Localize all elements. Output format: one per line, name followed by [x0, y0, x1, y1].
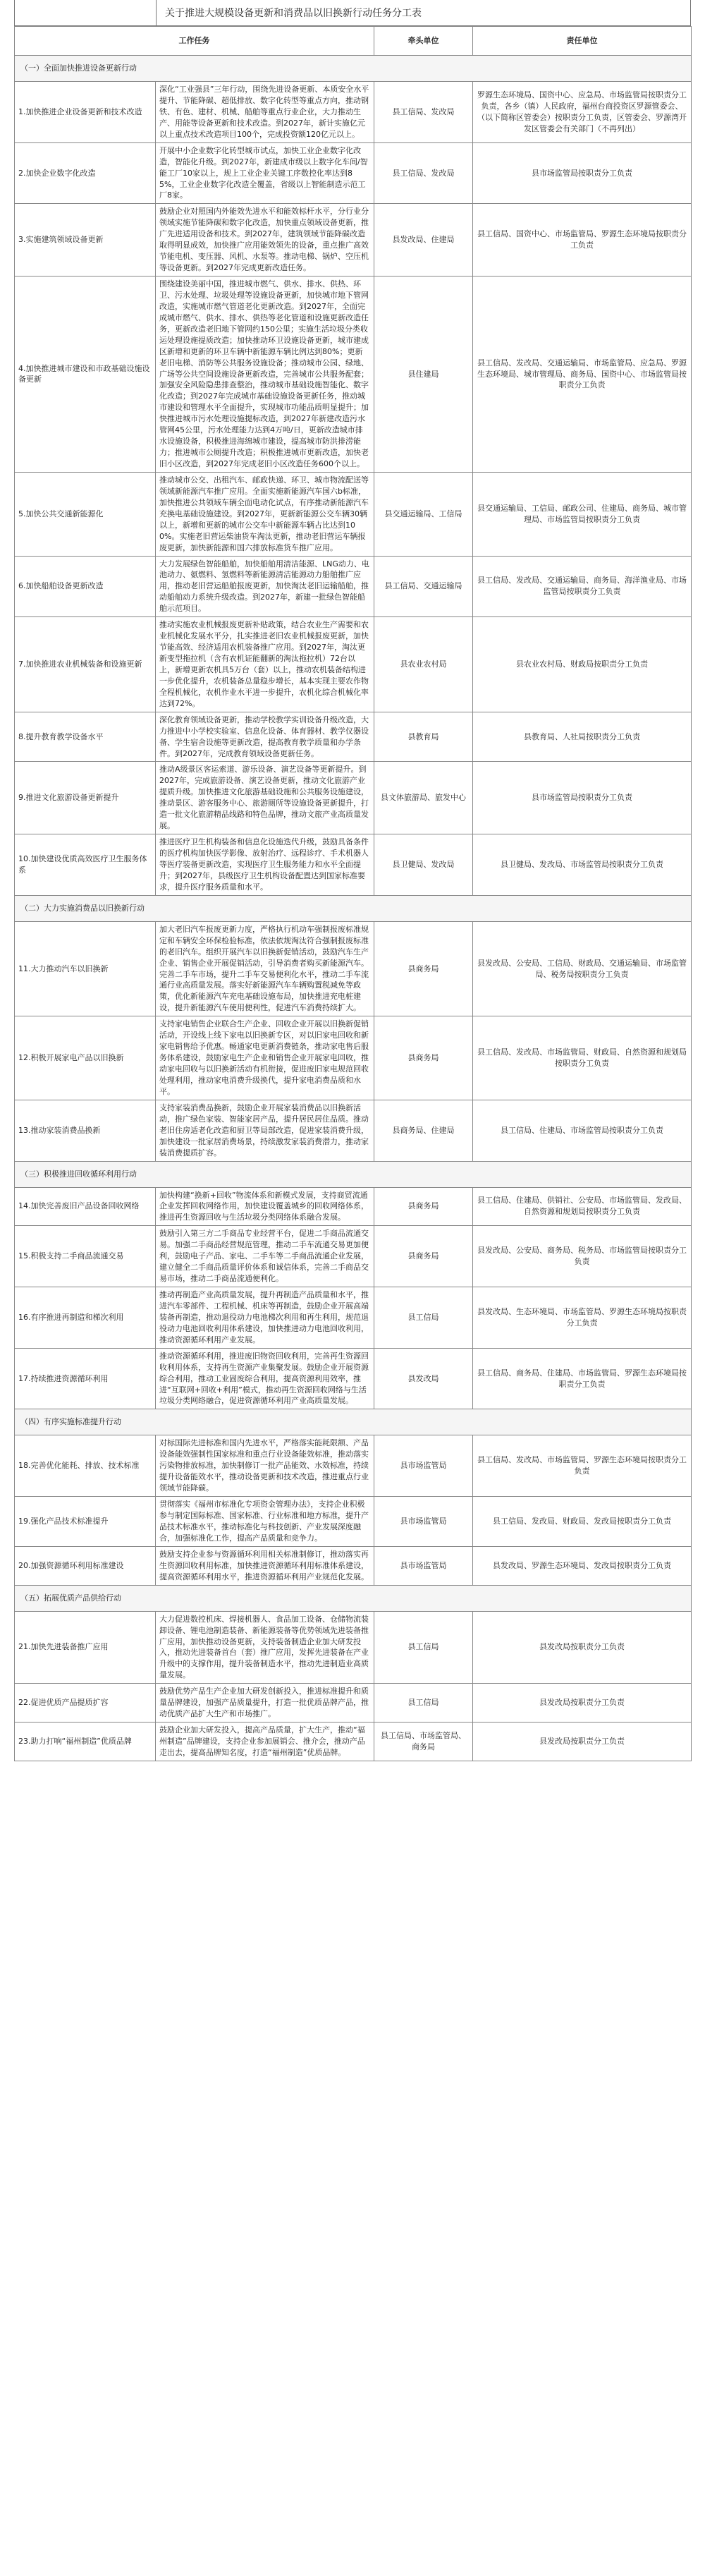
- document-title: 关于推进大规模设备更新和消费品以旧换新行动任务分工表: [156, 0, 422, 25]
- task-cell: 16.有序推进再制造和梯次利用: [15, 1287, 156, 1349]
- resp-cell: 县工信局、发改局、市场监管局、罗源生态环境局按职责分工负责: [473, 1435, 692, 1497]
- resp-cell: 县工信局、商务局、住建局、市场监管局、罗源生态环境局按职责分工负责: [473, 1348, 692, 1409]
- table-row: [15, 82, 692, 143]
- table-row: [15, 1187, 692, 1226]
- table-row: [15, 1684, 692, 1723]
- table-row: [15, 834, 692, 896]
- resp-cell: 县市场监管局按职责分工负责: [473, 142, 692, 204]
- table-row: [15, 556, 692, 617]
- table-header-row: [15, 27, 692, 56]
- task-cell: 9.推进文化旅游设备更新提升: [15, 762, 156, 834]
- content-cell: 鼓励支持企业参与资源循环利用相关标准制修订，推动落实再生资源回收利用标准，加快推进资源循环利用标准体系建设，提高资源循环利用水平，推进资源循环利用产业规范化发展。: [156, 1546, 374, 1585]
- content-cell: 加快构建“换新+回收”物流体系和新模式发展，支持商贸流通企业发挥回收网络作用，加快建设覆盖城乡的回收网络体系，推进再生资源回收与生活垃圾分类网络体系融合发展。: [156, 1187, 374, 1226]
- table-row: [15, 472, 692, 556]
- content-cell: 推进医疗卫生机构装备和信息化设施迭代升级，鼓励具备条件的医疗机构加快医学影像、放射治疗、远程诊疗、手术机器人等医疗装备更新改造，实现医疗卫生服务能力和水平全面提升；到2027年，县级医疗卫生机构设备配置达到国家标准要求，提升医疗服务质量和水平。: [156, 834, 374, 896]
- content-cell: 贯彻落实《福州市标准化专项资金管理办法》，支持企业积极参与制定国际标准、国家标准、行业标准和地方标准，提升产品技术标准水平，推动标准化与科技创新、产业发展深度融合，加强标准化工作，提高产品质量和竞争力。: [156, 1497, 374, 1547]
- table-row: [15, 1546, 692, 1585]
- section-row: [15, 895, 692, 921]
- lead-cell: 县工信局、市场监管局、商务局: [374, 1723, 473, 1761]
- content-cell: 大力促进数控机床、焊接机器人、食品加工设备、仓储物流装卸设备、锂电池制造装备、新能源装备等优势领域先进装备推广应用，加快推动设备更新，支持装备制造企业加大研发投入，推动先进装备首台（套）推广应用，发挥先进装备在产业升级中的支撑作用，提升装备制造水平，推动先进制造业高质量发展。: [156, 1611, 374, 1684]
- lead-cell: 县卫健局、发改局: [374, 834, 473, 896]
- resp-cell: 县工信局、发改局、交通运输局、市场监管局、应急局、罗源生态环境局、城市管理局、商务局、国资中心、市场监管局按职责分工负责: [473, 277, 692, 473]
- content-cell: 加大老旧汽车报废更新力度，严格执行机动车强制报废标准规定和车辆安全环保检验标准，依法依规淘汰符合强制报废标准的老旧汽车。组织开展汽车以旧换新促销活动，鼓励汽车生产企业、销售企业开展促销活动，引导消费者购买新能源汽车。完善二手车市场，提升二手车交易便利化水平，推动二手车流通行业高质量发展。落实好新能源汽车车辆购置税减免等政策，优化新能源汽车充电基础设施布局，加快推进充电桩建设，提升新能源汽车使用便利性，促进汽车消费持续扩大。: [156, 921, 374, 1016]
- lead-cell: 县市场监管局: [374, 1435, 473, 1497]
- task-table: [14, 26, 692, 1761]
- task-cell: 1.加快推进企业设备更新和技术改造: [15, 82, 156, 143]
- table-row: [15, 1016, 692, 1100]
- header-resp: 责任单位: [473, 27, 692, 56]
- resp-cell: 县教育局、人社局按职责分工负责: [473, 712, 692, 762]
- lead-cell: 县商务局: [374, 1016, 473, 1100]
- section-row: [15, 1585, 692, 1611]
- task-cell: 14.加快完善废旧产品设备回收网络: [15, 1187, 156, 1226]
- resp-cell: 县发改局按职责分工负责: [473, 1684, 692, 1723]
- lead-cell: 县农业农村局: [374, 617, 473, 712]
- resp-cell: 县发改局、罗源生态环境局、发改局按职责分工负责: [473, 1546, 692, 1585]
- task-cell: 8.提升教育教学设备水平: [15, 712, 156, 762]
- resp-cell: 县卫健局、发改局、市场监管局按职责分工负责: [473, 834, 692, 896]
- resp-cell: 县工信局、发改局、财政局、发改局按职责分工负责: [473, 1497, 692, 1547]
- lead-cell: 县商务局、住建局: [374, 1100, 473, 1161]
- table-row: [15, 712, 692, 762]
- content-cell: 深化教育领域设备更新，推动学校教学实训设备升级改造，大力推进中小学校实验室、信息化设备、体育器材、教学仪器设备、学生宿舍设施等更新改造，提高教育教学质量和办学条件。到2027年，完成教育领域设备更新任务。: [156, 712, 374, 762]
- content-cell: 支持家装消费品换新，鼓励企业开展家装消费品以旧换新活动，推广绿色家装、智能家居产品，提升居民居住品质。推动老旧住房适老化改造和厨卫等局部改造，促进家装消费升级，加快建设一批家居消费场景，持续激发家装消费潜力，推动家装消费提质扩容。: [156, 1100, 374, 1161]
- section-row: [15, 56, 692, 82]
- table-row: [15, 762, 692, 834]
- task-cell: 21.加快先进装备推广应用: [15, 1611, 156, 1684]
- lead-cell: 县商务局: [374, 1226, 473, 1287]
- content-cell: 推动资源循环利用，推进废旧物资回收利用，完善再生资源回收利用体系，支持再生资源产业集聚发展。鼓励企业开展资源综合利用，推动工业固废综合利用，提高资源利用效率，推进“互联网+回收+利用”模式，推动再生资源回收网络与生活垃圾分类网络融合，促进资源循环利用产业高质量发展。: [156, 1348, 374, 1409]
- lead-cell: 县发改局: [374, 1348, 473, 1409]
- lead-cell: 县商务局: [374, 1187, 473, 1226]
- content-cell: 推动A级景区客运索道、游乐设备、演艺设备等更新提升。到2027年，完成旅游设备、演艺设备更新，推动文化旅游产业提质升级。加快推进文化旅游基础设施和公共服务设施建设，推动景区、游客服务中心、旅游厕所等设施设备更新提升，打造一批文化旅游精品线路和特色品牌，推动文旅产业高质量发展。: [156, 762, 374, 834]
- header-task: 工作任务: [15, 27, 374, 56]
- resp-cell: 县发改局、生态环境局、市场监管局、罗源生态环境局按职责分工负责: [473, 1287, 692, 1349]
- resp-cell: 罗源生态环境局、国资中心、应急局、市场监管局按职责分工负责，各乡（镇）人民政府，福州台商投资区罗源管委会、（以下简称区管委会）按职责分工负责，区管委会、罗源湾开发区管委会有关部门（不再列出）: [473, 82, 692, 143]
- table-row: [15, 142, 692, 204]
- content-cell: 支持家电销售企业联合生产企业、回收企业开展以旧换新促销活动，开设线上线下家电以旧换新专区，对以旧家电回收和新家电销售给予优惠。畅通家电更新消费链条，推动家电售后服务体系建设，鼓励家电生产企业和销售企业开展家电回收，推动家电回收与以旧换新活动有机衔接，促进废旧家电规范回收处理利用，推动家电消费升级换代，提升家电消费品质和水平。: [156, 1016, 374, 1100]
- table-row: [15, 1723, 692, 1761]
- task-cell: 20.加强资源循环利用标准建设: [15, 1546, 156, 1585]
- lead-cell: 县工信局、交通运输局: [374, 556, 473, 617]
- task-cell: 11.大力推动汽车以旧换新: [15, 921, 156, 1016]
- table-row: [15, 1611, 692, 1684]
- table-row: [15, 204, 692, 277]
- task-cell: 23.助力打响“福州制造”优质品牌: [15, 1723, 156, 1761]
- task-cell: 10.加快建设优质高效医疗卫生服务体系: [15, 834, 156, 896]
- lead-cell: 县交通运输局、工信局: [374, 472, 473, 556]
- task-cell: 6.加快船舶设备更新改造: [15, 556, 156, 617]
- table-row: [15, 921, 692, 1016]
- section-title: （三）积极推进回收循环利用行动: [15, 1161, 692, 1187]
- header-lead: 牵头单位: [374, 27, 473, 56]
- task-cell: 7.加快推进农业机械装备和设施更新: [15, 617, 156, 712]
- lead-cell: 县教育局: [374, 712, 473, 762]
- resp-cell: 县工信局、发改局、市场监管局、财政局、自然资源和规划局按职责分工负责: [473, 1016, 692, 1100]
- section-title: （四）有序实施标准提升行动: [15, 1409, 692, 1435]
- resp-cell: 县发改局、公安局、商务局、税务局、市场监管局按职责分工负责: [473, 1226, 692, 1287]
- table-row: [15, 617, 692, 712]
- resp-cell: 县发改局按职责分工负责: [473, 1611, 692, 1684]
- resp-cell: 县交通运输局、工信局、邮政公司、住建局、商务局、城市管理局、市场监管局按职责分工负责: [473, 472, 692, 556]
- task-cell: 2.加快企业数字化改造: [15, 142, 156, 204]
- table-body: [15, 56, 692, 1761]
- resp-cell: 县发改局、公安局、工信局、财政局、交通运输局、市场监管局、税务局按职责分工负责: [473, 921, 692, 1016]
- lead-cell: 县工信局: [374, 1611, 473, 1684]
- table-row: [15, 277, 692, 473]
- content-cell: 鼓励企业对照国内外能效先进水平和能效标杆水平，分行业分领域实施节能降碳和数字化改造，加快重点领域设备更新，推广先进适用设备和技术。到2027年，建筑领域节能降碳改造取得明显成效，加快推广应用能效领先的设备，重点推广高效节能电机、变压器、风机、水泵等。推动电梯、锅炉、空压机等设备更新。到2027年完成更新改造任务。: [156, 204, 374, 277]
- task-cell: 3.实施建筑领域设备更新: [15, 204, 156, 277]
- table-row: [15, 1226, 692, 1287]
- table-row: [15, 1497, 692, 1547]
- table-row: [15, 1435, 692, 1497]
- document-title-bar: [14, 0, 691, 26]
- section-title: （二）大力实施消费品以旧换新行动: [15, 895, 692, 921]
- task-cell: 13.推动家装消费品换新: [15, 1100, 156, 1161]
- content-cell: 深化“工业强县”三年行动，围绕先进设备更新、本质安全水平提升、节能降碳、超低排放、数字化转型等重点方向，推动钢铁、有色、建材、机械、船舶等重点行业企业，大力推动生产、用能等设备更新和技术改造。到2027年，新计实施亿元以上重点技术改造项目100个，完成投资额120亿元以上。: [156, 82, 374, 143]
- lead-cell: 县工信局、发改局: [374, 142, 473, 204]
- content-cell: 鼓励引入第三方二手商品专业经营平台，促进二手商品流通交易。加强二手商品经营规范管理，推动二手车流通交易更加便利，鼓励电子产品、家电、二手车等二手商品流通企业发展，建立健全二手商品质量评价体系和诚信体系，完善二手商品交易市场，推动二手商品流通便利化。: [156, 1226, 374, 1287]
- lead-cell: 县工信局: [374, 1287, 473, 1349]
- resp-cell: 县市场监管局按职责分工负责: [473, 762, 692, 834]
- task-cell: 19.强化产品技术标准提升: [15, 1497, 156, 1547]
- section-row: [15, 1161, 692, 1187]
- task-cell: 18.完善优化能耗、排放、技术标准: [15, 1435, 156, 1497]
- resp-cell: 县工信局、国资中心、市场监管局、罗源生态环境局按职责分工负责: [473, 204, 692, 277]
- content-cell: 推动实施农业机械报废更新补贴政策，结合农业生产需要和农业机械化发展水平分，扎实推进老旧农业机械报废更新，加快节能高效、经济适用农机装备推广应用。到2027年，淘汰更新变型拖拉机（含有农机证能翻新的淘汰拖拉机）72台以上，新增更新农机具5万台（套）以上，推动农机装备结构进一步优化提升，农机装备总量稳步增长，基本实现主要农作物全程机械化，农机作业水平进一步提升，农机化综合机械化率达到72%。: [156, 617, 374, 712]
- table-row: [15, 1287, 692, 1349]
- content-cell: 大力发展绿色智能船舶，加快船舶用清洁能源、LNG动力、电池动力、氨燃料、氢燃料等新能源清洁能源动力船舶推广应用，推动老旧营运船舶报废更新，加快淘汰老旧运输船舶，推动船舶动力系统升级改造。到2027年，新建一批绿色智能船舶示范项目。: [156, 556, 374, 617]
- lead-cell: 县市场监管局: [374, 1497, 473, 1547]
- lead-cell: 县文体旅游局、旅发中心: [374, 762, 473, 834]
- section-row: [15, 1409, 692, 1435]
- document-sheet: [14, 0, 691, 1761]
- content-cell: 推动城市公交、出租汽车、邮政快递、环卫、城市物流配送等领域新能源汽车推广应用。全面实施新能源汽车国六b标准，加快推进公共领域车辆全面电动化试点，有序推动新能源汽车充换电基础设施建设。到2027年，更新新能源公交车辆30辆以上，新增和更新的城市公交车中新能源车辆占比达到100%。实施老旧营运柴油货车淘汰更新，推动老旧营运车辆报废更新，加快新能源和国六排放标准货车推广应用。: [156, 472, 374, 556]
- lead-cell: 县市场监管局: [374, 1546, 473, 1585]
- section-title: （五）拓展优质产品供给行动: [15, 1585, 692, 1611]
- task-cell: 22.促进优质产品提质扩容: [15, 1684, 156, 1723]
- content-cell: 对标国际先进标准和国内先进水平，严格落实能耗限额、产品设备能效强制性国家标准和重点行业设备能效标准，推动落实污染物排放标准，加快制修订一批产品能效、水效标准，持续提升设备能效水平，推动设备更新和技术改造，推进重点行业领域节能降碳。: [156, 1435, 374, 1497]
- task-cell: 12.积极开展家电产品以旧换新: [15, 1016, 156, 1100]
- resp-cell: 县发改局按职责分工负责: [473, 1723, 692, 1761]
- lead-cell: 县工信局: [374, 1684, 473, 1723]
- lead-cell: 县发改局、住建局: [374, 204, 473, 277]
- content-cell: 开展中小企业数字化转型城市试点，加快工业企业数字化改造，智能化升级。到2027年，新建成市级以上数字化车间/智能工厂10家以上，规上工业企业关键工序数控化率达到85%，工业企业数字化改造全覆盖，省级以上智能制造示范工厂8家。: [156, 142, 374, 204]
- content-cell: 鼓励优势产品生产企业加大研发创新投入，推进标准提升和质量品牌建设，加强产品质量提升，打造一批优质品牌产品，推动优质产品扩大生产和市场推广。: [156, 1684, 374, 1723]
- lead-cell: 县住建局: [374, 277, 473, 473]
- content-cell: 鼓励企业加大研发投入，提高产品质量，扩大生产，推动“福州制造”品牌建设，支持企业参加展销会、推介会，推动产品走出去，提高品牌知名度，打造“福州制造”优质品牌。: [156, 1723, 374, 1761]
- lead-cell: 县商务局: [374, 921, 473, 1016]
- section-title: （一）全面加快推进设备更新行动: [15, 56, 692, 82]
- lead-cell: 县工信局、发改局: [374, 82, 473, 143]
- table-row: [15, 1348, 692, 1409]
- content-cell: 推动再制造产业高质量发展，提升再制造产品质量和水平，推进汽车零部件、工程机械、机床等再制造，鼓励企业开展高端装备再制造，推动退役动力电池梯次利用和再生利用，规范退役动力电池回收利用体系建设，加快推进动力电池回收利用，推动资源循环利用产业发展。: [156, 1287, 374, 1349]
- content-cell: 围绕建设美丽中国，推进城市燃气、供水、排水、供热、环卫、污水处理、垃圾处理等设施设备更新，加快城市地下管网改造，实施城市燃气管道老化更新改造。到2027年，全面完成城市燃气、供水、排水、供热等老化管道和设施更新改造任务，更新改造老旧地下管网约150公里；实施生活垃圾分类收运处理设施提质改造；加快推动环卫设施设备更新，城市建成区新增和更新的环卫车辆中新能源车辆比例达到80%；更新老旧电梯、消防等公共服务设施设备；推动城市公园、绿地、广场等公共空间设施设备更新改造，完善城市公共服务配套；加强安全风险隐患排查整治，推动城市基础设施智能化、数字化改造；到2027年完成城市基础设施设备更新任务，推动城市建设和管理水平全面提升，实现城市功能品质明显提升；加快推进城市污水处理设施提标改造，到2027年新建改造污水管网45公里，污水处理能力达到4万吨/日，更新改造城市排水设施设备，积极推进海绵城市建设，提高城市防洪排涝能力；推进城市公厕提升改造；积极推进城市更新改造，加快老旧小区改造，到2027年完成老旧小区改造任务600个以上。: [156, 277, 374, 473]
- task-cell: 17.持续推进资源循环利用: [15, 1348, 156, 1409]
- resp-cell: 县农业农村局、财政局按职责分工负责: [473, 617, 692, 712]
- resp-cell: 县工信局、住建局、供销社、公安局、市场监管局、发改局、自然资源和规划局按职责分工负责: [473, 1187, 692, 1226]
- resp-cell: 县工信局、住建局、市场监管局按职责分工负责: [473, 1100, 692, 1161]
- task-cell: 4.加快推进城市建设和市政基础设施设备更新: [15, 277, 156, 473]
- table-row: [15, 1100, 692, 1161]
- resp-cell: 县工信局、发改局、交通运输局、商务局、海洋渔业局、市场监管局按职责分工负责: [473, 556, 692, 617]
- task-cell: 5.加快公共交通新能源化: [15, 472, 156, 556]
- task-cell: 15.积极支持二手商品流通交易: [15, 1226, 156, 1287]
